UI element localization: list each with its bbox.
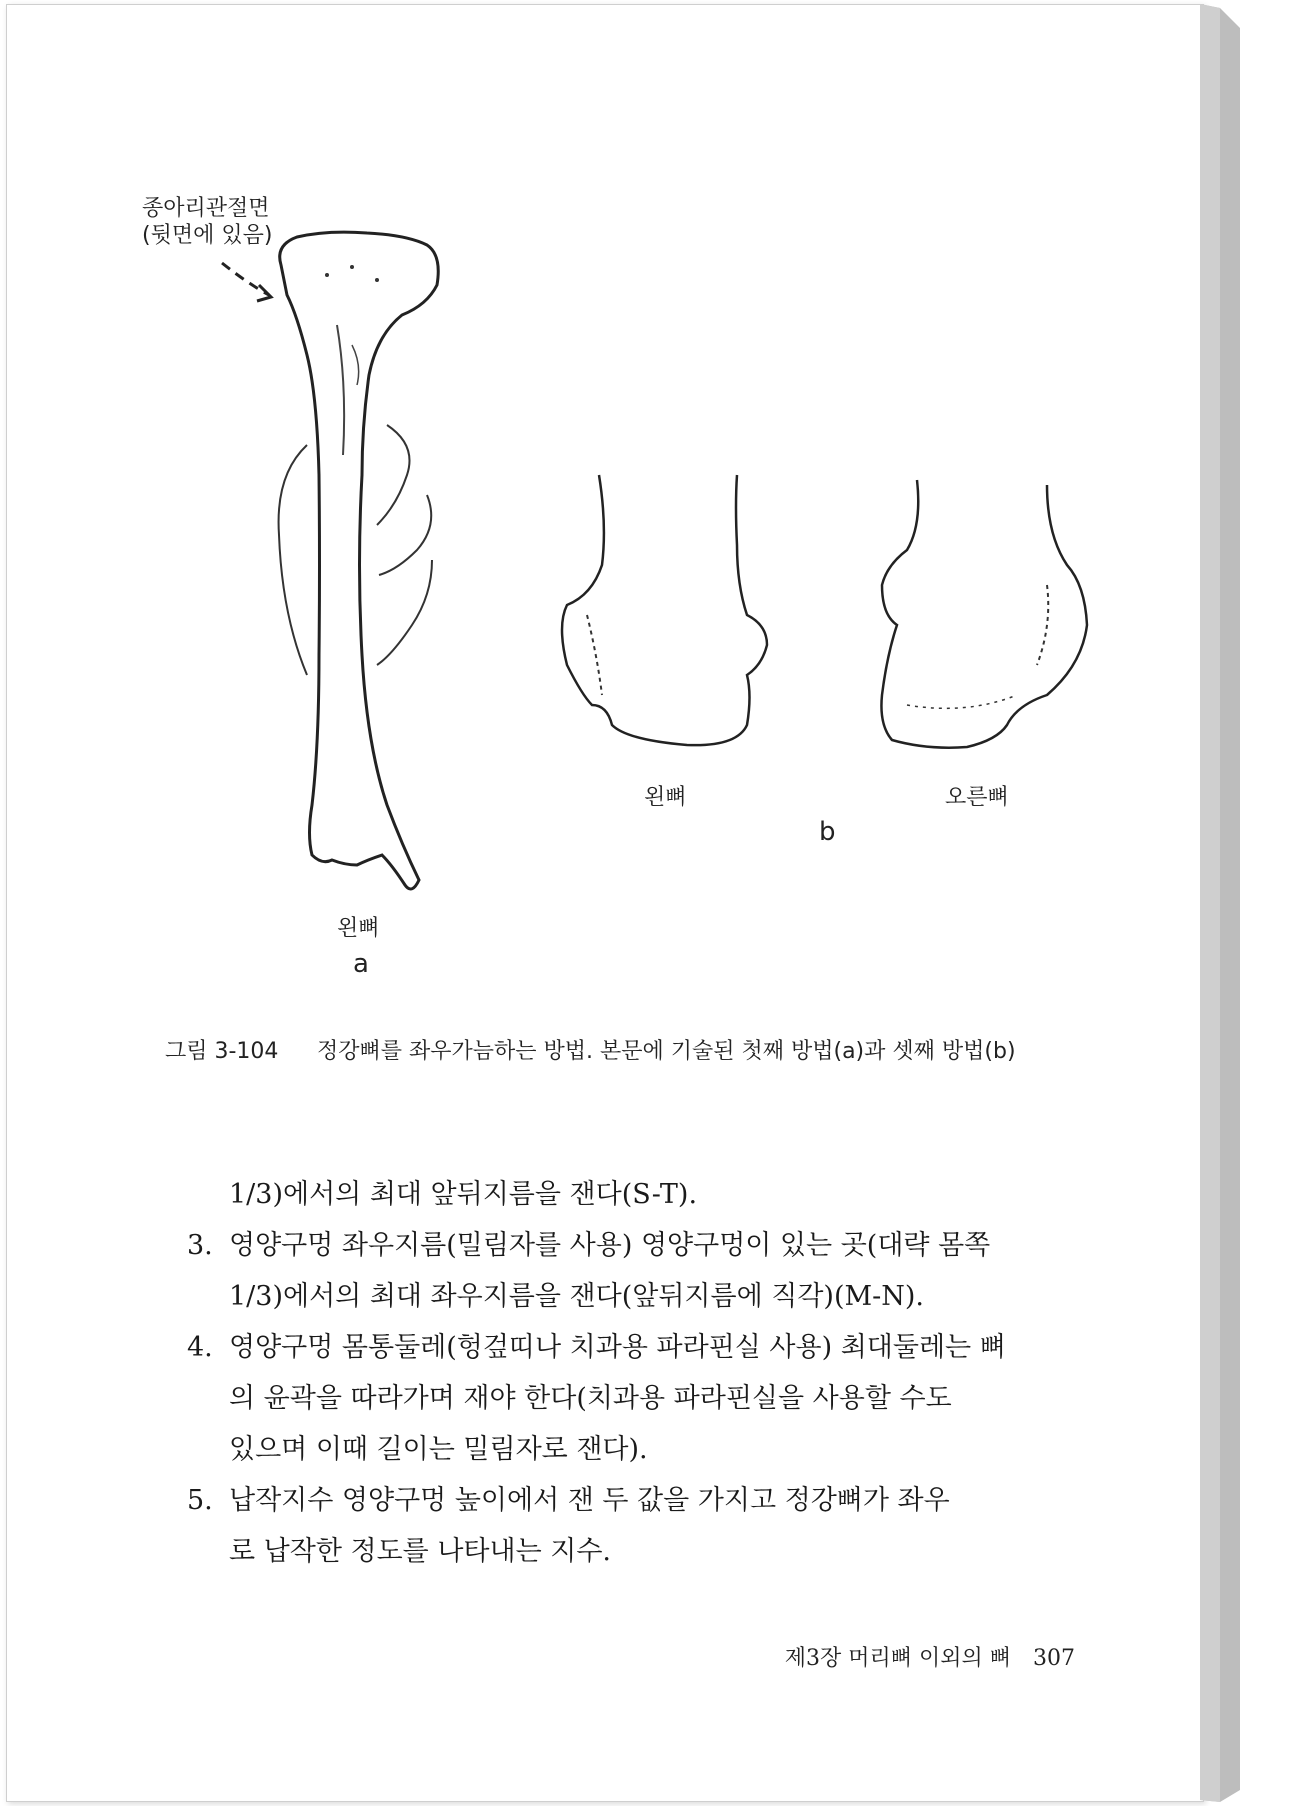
figure-3-104 (7, 5, 1203, 1005)
book-page (6, 4, 1204, 1802)
body-text (187, 1169, 1077, 1577)
body-line (187, 1424, 1077, 1475)
line-text: 납작지수 영양구멍 높이에서 잰 두 값을 가지고 정강뼈가 좌우 (229, 1485, 950, 1516)
tibia-drawing-a (7, 5, 1203, 1005)
line-text: 1/3)에서의 최대 앞뒤지름을 잰다(S-T). (229, 1179, 698, 1210)
label-right-bone-b: 오른뼈 (945, 785, 1009, 810)
body-line (187, 1373, 1077, 1424)
figure-letter-b: b (819, 817, 836, 847)
list-number: 5. (187, 1485, 213, 1516)
line-text: 1/3)에서의 최대 좌우지름을 잰다(앞뒤지름에 직각)(M-N). (229, 1281, 924, 1312)
label-fibular-facet-note: (뒷면에 있음) (142, 223, 273, 248)
list-number: 3. (187, 1230, 213, 1261)
label-left-bone-a: 왼뼈 (337, 916, 380, 941)
figure-letter-a: a (353, 949, 369, 979)
line-text: 의 윤곽을 따라가며 재야 한다(치과용 파라핀실을 사용할 수도 (229, 1383, 952, 1414)
list-item (187, 1220, 1077, 1271)
body-line (187, 1526, 1077, 1577)
body-line (187, 1169, 1077, 1220)
caption-number: 그림 3-104 (165, 1039, 279, 1064)
list-item (187, 1475, 1077, 1526)
line-text: 있으며 이때 길이는 밀림자로 잰다). (229, 1434, 648, 1465)
page-number: 307 (1033, 1646, 1075, 1671)
line-text: 영양구멍 좌우지름(밀림자를 사용) 영양구멍이 있는 곳(대략 몸쪽 (229, 1230, 991, 1261)
caption-text: 정강뼈를 좌우가늠하는 방법. 본문에 기술된 첫째 방법(a)과 셋째 방법(b) (317, 1039, 1016, 1064)
book-edge (1200, 0, 1245, 1806)
body-line (187, 1271, 1077, 1322)
label-fibular-facet: 종아리관절면 (142, 196, 270, 221)
chapter-title: 제3장 머리뼈 이외의 뼈 (784, 1646, 1011, 1671)
page-footer (785, 1641, 1075, 1672)
list-item (187, 1322, 1077, 1373)
label-left-bone-b: 왼뼈 (644, 785, 687, 810)
line-text: 영양구멍 몸통둘레(헝겊띠나 치과용 파라핀실 사용) 최대둘레는 뼈 (229, 1332, 1006, 1363)
line-text: 로 납작한 정도를 나타내는 지수. (229, 1536, 611, 1567)
list-number: 4. (187, 1332, 213, 1363)
